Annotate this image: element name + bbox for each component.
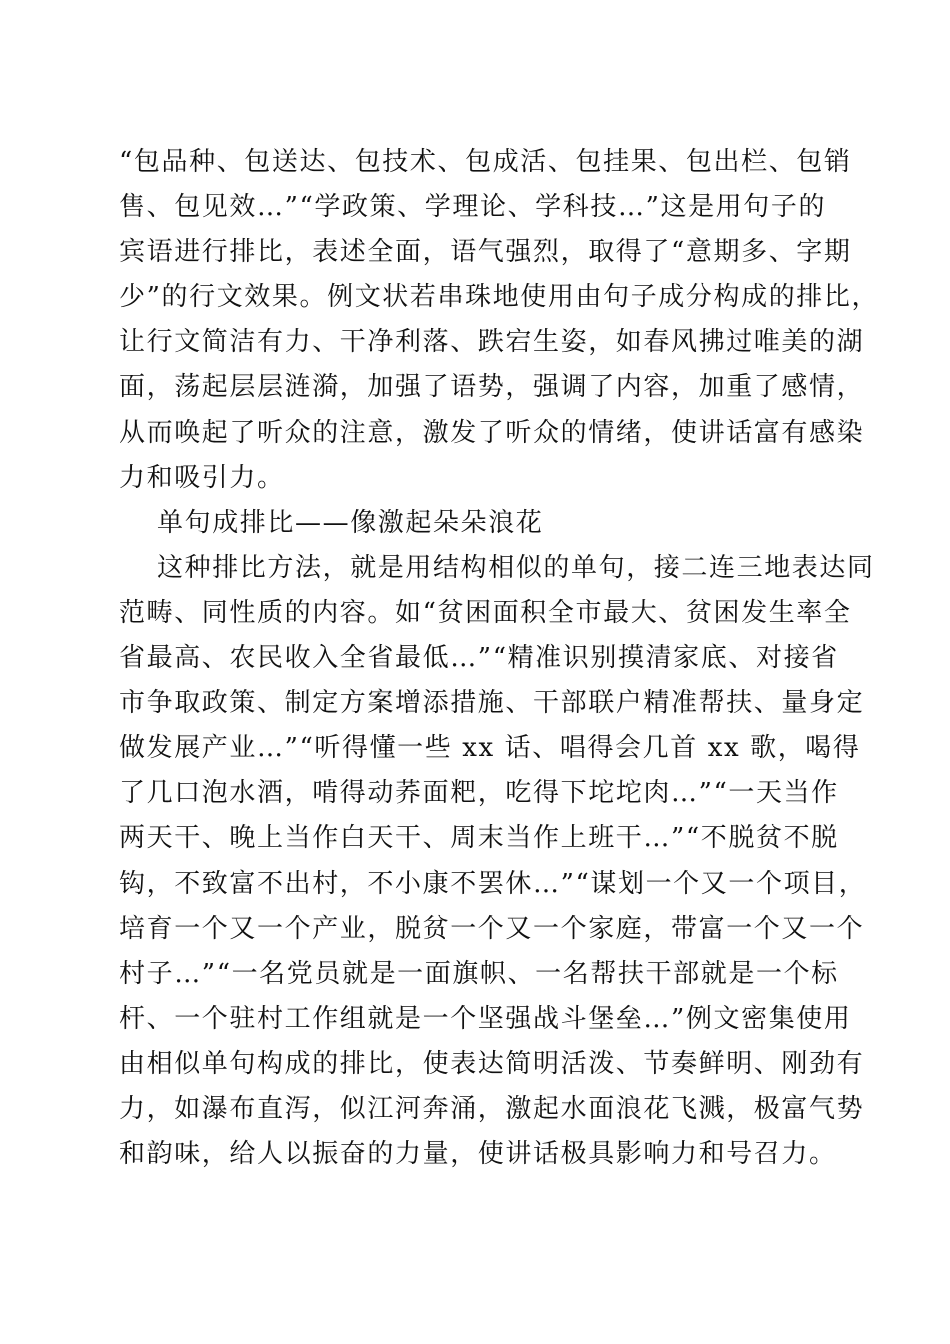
text-line: 力，如瀑布直泻，似江河奔涌，激起水面浪花飞溅，极富气势: [119, 1093, 865, 1124]
text-line: 和韵味，给人以振奋的力量，使讲话极具影响力和号召力。: [119, 1139, 837, 1170]
text-line: 从而唤起了听众的注意，激发了听众的情绪，使讲话富有感染: [119, 417, 865, 448]
section-heading: 单句成排比——像激起朵朵浪花: [157, 507, 544, 538]
text-line: 力和吸引力。: [119, 462, 285, 493]
text-line: “包品种、包送达、包技术、包成活、包挂果、包出栏、包销: [119, 147, 852, 177]
text-line: 这种排比方法，就是用结构相似的单句，接二连三地表达同: [157, 552, 875, 583]
text-line: 面，荡起层层涟漪，加强了语势，强调了内容，加重了感情，: [119, 372, 865, 403]
text-line: 村子…”“一名党员就是一面旗帜、一名帮扶干部就是一个标: [119, 958, 839, 989]
text-line: 让行文简洁有力、干净利落、跌宕生姿，如春风拂过唯美的湖: [119, 327, 865, 358]
text-line: 省最高、农民收入全省最低…”“精准识别摸清家底、对接省: [119, 643, 839, 674]
body-text: [119, 140, 880, 1177]
text-line: 范畴、同性质的内容。如“贫困面积全市最大、贫困发生率全: [119, 597, 852, 628]
text-line: 钩，不致富不出村，不小康不罢休…”“谋划一个又一个项目，: [119, 868, 867, 899]
text-line: 宾语进行排比，表述全面，语气强烈，取得了“意期多、字期: [119, 237, 852, 268]
text-line: 由相似单句构成的排比，使表达简明活泼、节奏鲜明、刚劲有: [119, 1048, 865, 1079]
text-line: 售、包见效…”“学政策、学理论、学科技…”这是用句子的: [119, 192, 827, 223]
text-line: 培育一个又一个产业，脱贫一个又一个家庭，带富一个又一个: [119, 913, 865, 944]
text-line: 两天干、晚上当作白天干、周末当作上班干…”“不脱贫不脱: [119, 823, 839, 854]
text-line: 了几口泡水酒，啃得动荞面粑，吃得下坨坨肉…”“一天当作: [119, 778, 839, 809]
text-line: 市争取政策、制定方案增添措施、干部联户精准帮扶、量身定: [119, 688, 865, 719]
text-line: 杆、一个驻村工作组就是一个坚强战斗堡垒…”例文密集使用: [119, 1003, 852, 1034]
text-line: 少”的行文效果。例文状若串珠地使用由句子成分构成的排比，: [119, 282, 880, 313]
text-line: 做发展产业…”“听得懂一些 xx 话、唱得会几首 xx 歌，喝得: [119, 733, 861, 764]
